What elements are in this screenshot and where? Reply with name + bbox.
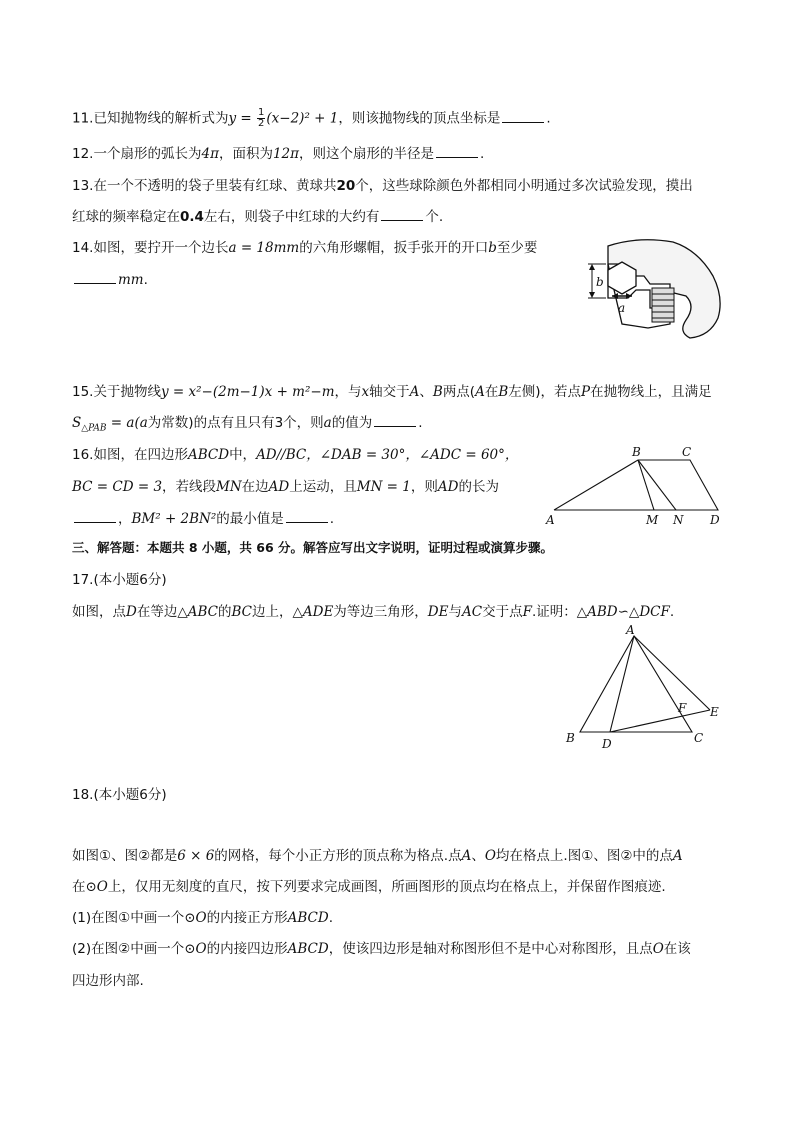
section-heading: 三、解答题：本题共 8 小题，共 66 分。解答应写出文字说明，证明过程或演算步骤。 xyxy=(72,540,554,555)
answer-blank[interactable] xyxy=(74,271,116,284)
q11-line: 11.已知抛物线的解析式为y = $\frac{1}{2}$ (x−2)² + 1，则该抛物线的顶点坐标是 . xyxy=(72,107,551,129)
label-A: A xyxy=(626,623,635,637)
answer-blank[interactable] xyxy=(502,110,544,123)
q18-title: 18.(本小题6分) xyxy=(72,787,167,803)
q13-line-1: 13.在一个不透明的袋子里装有红球、黄球共20个，这些球除颜色外都相同小明通过多次试验发现，摸出 xyxy=(72,178,693,194)
label-C: C xyxy=(694,731,704,745)
label-B: B xyxy=(632,445,641,459)
answer-blank[interactable] xyxy=(436,145,478,158)
label-b: b xyxy=(596,275,604,289)
label-C: C xyxy=(682,445,692,459)
fraction: $\frac{1}{2}$ xyxy=(258,107,265,129)
q18-line-4: (2)在图②中画一个⊙O的内接四边形ABCD，使该四边形是轴对称图形但不是中心对称图形，且点O在该 xyxy=(72,941,691,957)
label-a: a xyxy=(618,301,626,315)
answer-blank[interactable] xyxy=(381,208,423,221)
q15-line-2: $S_{\triangle PAB} = a(a$为常数)的点有且只有3个，则a的值为 . xyxy=(72,415,423,434)
answer-blank[interactable] xyxy=(286,510,328,523)
label-B: B xyxy=(566,731,575,745)
triangle-figure xyxy=(560,622,730,754)
q16-line-3: ，BM² + 2BN²的最小值是 . xyxy=(72,509,334,529)
answer-blank[interactable] xyxy=(74,510,116,523)
label-D: D xyxy=(602,737,612,751)
q14-line-1: 14.如图，要拧开一个边长a = 18mm的六角形螺帽，扳手张开的开口b至少要 xyxy=(72,240,538,256)
q16-line-1: 16.如图，在四边形ABCD中，AD//BC，∠DAB = 30°，∠ADC = 60°， xyxy=(72,447,519,463)
label-M: M xyxy=(646,513,659,527)
answer-blank[interactable] xyxy=(374,414,416,427)
q15-line-1: 15.关于抛物线y = x²−(2m−1)x + m²−m，与x轴交于A、B两点(A在B左侧)，若点P在抛物线上，且满足 xyxy=(72,384,712,400)
label-A: A xyxy=(546,513,555,527)
q12-line: 12.一个扇形的弧长为4π，面积为12π，则这个扇形的半径是 . xyxy=(72,146,485,162)
q16-line-2: BC = CD = 3，若线段MN在边AD上运动，且MN = 1，则AD的长为 xyxy=(72,479,499,495)
q17-line: 如图，点D在等边△ABC的BC边上，△ADE为等边三角形，DE与AC交于点F.证明：△ABD∽△DCF. xyxy=(72,604,675,620)
q18-line-3: (1)在图①中画一个⊙O的内接正方形ABCD. xyxy=(72,910,333,926)
q18-line-2: 在⊙O上，仅用无刻度的直尺，按下列要求完成画图，所画图形的顶点均在格点上，并保留作图痕迹. xyxy=(72,879,666,895)
label-E: E xyxy=(710,705,719,719)
q18-line-1: 如图①、图②都是6 × 6的网格，每个小正方形的顶点称为格点.点A、O均在格点上.图①、图②中的点A xyxy=(72,848,683,864)
label-F: F xyxy=(678,701,687,715)
label-D: D xyxy=(710,513,720,527)
q14-line-2: mm. xyxy=(72,270,148,290)
wrench-figure xyxy=(578,236,724,344)
quadrilateral-figure xyxy=(540,444,730,528)
q18-line-5: 四边形内部. xyxy=(72,973,144,989)
q17-title: 17.(本小题6分) xyxy=(72,572,167,588)
label-N: N xyxy=(673,513,684,527)
q13-line-2: 红球的频率稳定在0.4左右，则袋子中红球的大约有 个. xyxy=(72,209,444,225)
